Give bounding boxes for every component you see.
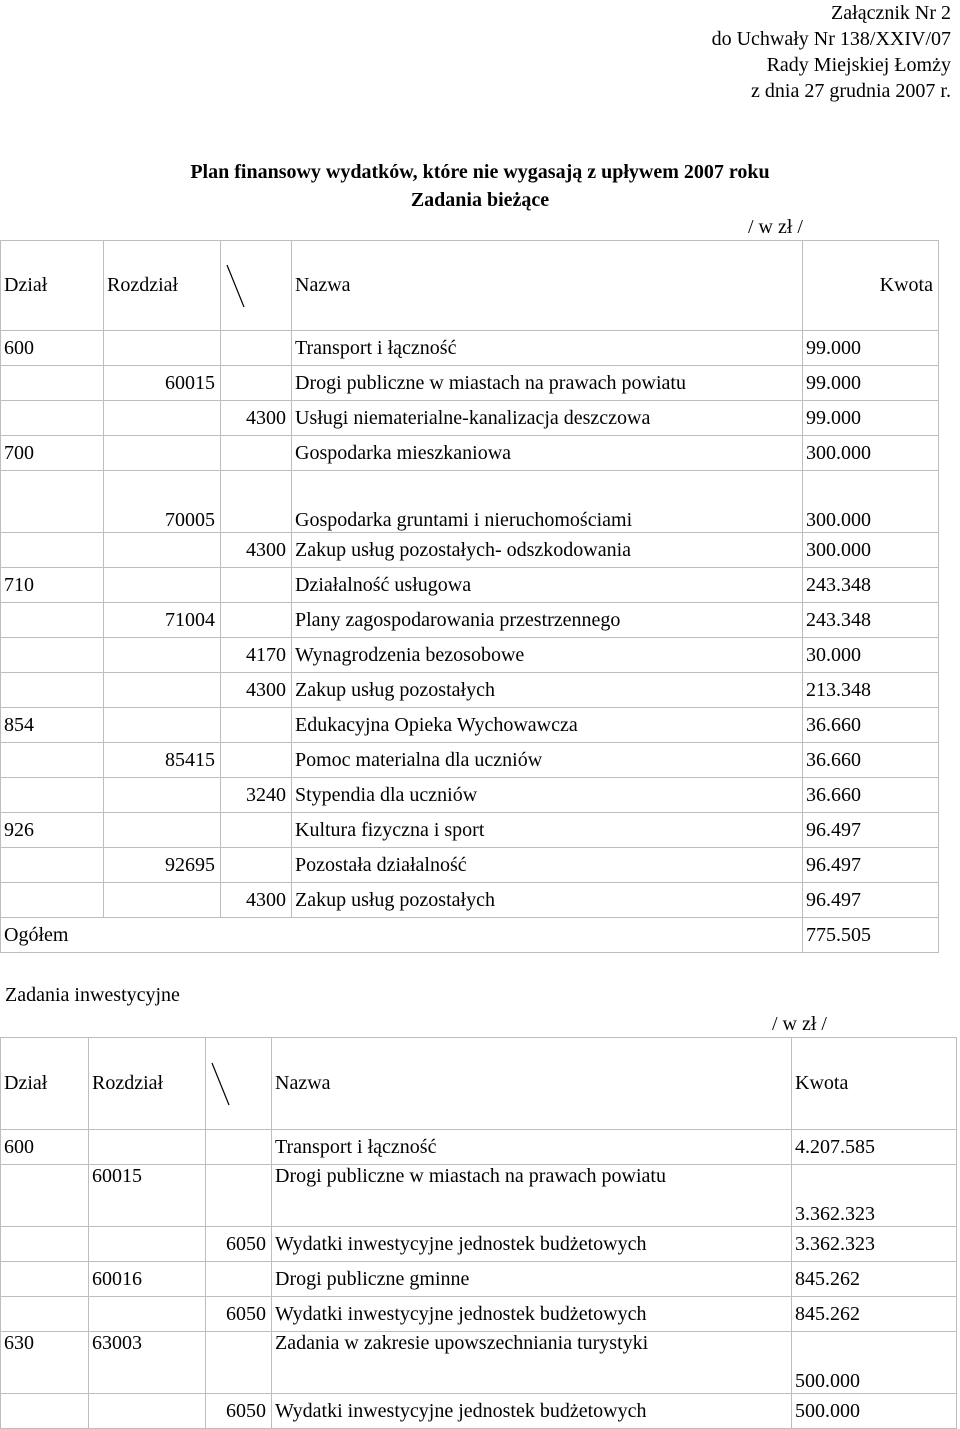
- cell-rozdzial: 60016: [89, 1262, 206, 1297]
- total-label: Ogółem: [1, 918, 803, 953]
- cell-rozdzial: [89, 1130, 206, 1165]
- cell-kwota: 500.000: [792, 1394, 957, 1429]
- cell-nazwa: Zadania w zakresie upowszechniania turystyki: [272, 1332, 792, 1394]
- cell-nazwa: Transport i łączność: [292, 331, 803, 366]
- attachment-line: z dnia 27 grudnia 2007 r.: [751, 80, 951, 102]
- cell-dzial: 600: [1, 331, 104, 366]
- table-header-row: [1, 1038, 957, 1130]
- cell-paragraf: 4300: [221, 883, 292, 918]
- attachment-line: Załącznik Nr 2: [831, 2, 951, 24]
- table-row: [1, 568, 939, 603]
- cell-dzial: [1, 778, 104, 813]
- table-row: [1, 471, 939, 533]
- table-row: [1, 1165, 957, 1227]
- header-nazwa: Nazwa: [272, 1038, 792, 1130]
- cell-kwota: 3.362.323: [792, 1165, 957, 1227]
- table-row: [1, 401, 939, 436]
- cell-paragraf: 4300: [221, 401, 292, 436]
- cell-rozdzial: 85415: [104, 743, 221, 778]
- table-row: [1, 366, 939, 401]
- cell-dzial: 630: [1, 1332, 89, 1394]
- cell-kwota: 4.207.585: [792, 1130, 957, 1165]
- cell-kwota: 36.660: [803, 778, 939, 813]
- document-title: Plan finansowy wydatków, które nie wygasają z upływem 2007 roku: [190, 161, 770, 183]
- table-row: [1, 743, 939, 778]
- current-expenses-table: [0, 240, 939, 953]
- cell-nazwa: Zakup usług pozostałych- odszkodowania: [292, 533, 803, 568]
- attachment-line: Rady Miejskiej Łomży: [766, 54, 951, 76]
- cell-nazwa: Działalność usługowa: [292, 568, 803, 603]
- cell-dzial: [1, 1165, 89, 1227]
- cell-paragraf: [206, 1165, 272, 1227]
- cell-paragraf: [206, 1262, 272, 1297]
- cell-dzial: [1, 673, 104, 708]
- table-row: [1, 848, 939, 883]
- header-rozdzial: Rozdział: [104, 241, 221, 331]
- cell-kwota: 96.497: [803, 813, 939, 848]
- table-row: [1, 883, 939, 918]
- cell-kwota: 845.262: [792, 1297, 957, 1332]
- cell-paragraf: 6050: [206, 1227, 272, 1262]
- cell-dzial: 710: [1, 568, 104, 603]
- cell-rozdzial: 63003: [89, 1332, 206, 1394]
- table-row: [1, 1297, 957, 1332]
- cell-kwota: 243.348: [803, 603, 939, 638]
- cell-paragraf: [221, 708, 292, 743]
- cell-rozdzial: [104, 708, 221, 743]
- cell-paragraf: 4300: [221, 533, 292, 568]
- cell-rozdzial: [104, 778, 221, 813]
- cell-dzial: 700: [1, 436, 104, 471]
- cell-rozdzial: [104, 568, 221, 603]
- cell-kwota: 96.497: [803, 883, 939, 918]
- cell-dzial: 854: [1, 708, 104, 743]
- cell-rozdzial: 60015: [89, 1165, 206, 1227]
- cell-paragraf: 4170: [221, 638, 292, 673]
- table-row: [1, 1227, 957, 1262]
- cell-kwota: 300.000: [803, 436, 939, 471]
- table-row: [1, 603, 939, 638]
- cell-paragraf: 4300: [221, 673, 292, 708]
- cell-dzial: [1, 366, 104, 401]
- cell-rozdzial: 70005: [104, 471, 221, 533]
- cell-kwota: 300.000: [803, 533, 939, 568]
- cell-dzial: [1, 603, 104, 638]
- cell-kwota: 36.660: [803, 743, 939, 778]
- table-row: [1, 813, 939, 848]
- cell-kwota: 36.660: [803, 708, 939, 743]
- cell-kwota: 500.000: [792, 1332, 957, 1394]
- table-row: [1, 708, 939, 743]
- cell-rozdzial: [104, 638, 221, 673]
- cell-kwota: 99.000: [803, 331, 939, 366]
- cell-nazwa: Drogi publiczne w miastach na prawach powiatu: [272, 1165, 792, 1227]
- cell-kwota: 96.497: [803, 848, 939, 883]
- cell-nazwa: Wydatki inwestycyjne jednostek budżetowych: [272, 1297, 792, 1332]
- header-rozdzial: Rozdział: [89, 1038, 206, 1130]
- cell-dzial: [1, 638, 104, 673]
- cell-rozdzial: 92695: [104, 848, 221, 883]
- cell-dzial: [1, 1394, 89, 1429]
- cell-paragraf: [221, 848, 292, 883]
- cell-dzial: [1, 743, 104, 778]
- cell-nazwa: Edukacyjna Opieka Wychowawcza: [292, 708, 803, 743]
- cell-nazwa: Gospodarka gruntami i nieruchomościami: [292, 471, 803, 533]
- slash-mark: [209, 1061, 233, 1107]
- cell-dzial: [1, 1227, 89, 1262]
- cell-paragraf: [221, 813, 292, 848]
- cell-kwota: 99.000: [803, 401, 939, 436]
- cell-dzial: [1, 471, 104, 533]
- header-kwota: Kwota: [792, 1038, 957, 1130]
- cell-nazwa: Drogi publiczne w miastach na prawach powiatu: [292, 366, 803, 401]
- cell-nazwa: Zakup usług pozostałych: [292, 673, 803, 708]
- cell-paragraf: [206, 1130, 272, 1165]
- section-title-current: Zadania bieżące: [410, 189, 550, 211]
- cell-nazwa: Transport i łączność: [272, 1130, 792, 1165]
- cell-paragraf: [221, 436, 292, 471]
- cell-dzial: 600: [1, 1130, 89, 1165]
- cell-paragraf: 3240: [221, 778, 292, 813]
- cell-dzial: 926: [1, 813, 104, 848]
- table-row: [1, 778, 939, 813]
- cell-rozdzial: [104, 533, 221, 568]
- table-row: [1, 533, 939, 568]
- cell-rozdzial: [89, 1297, 206, 1332]
- unit-label-investment: / w zł /: [772, 1013, 827, 1035]
- cell-paragraf: [221, 471, 292, 533]
- cell-kwota: 3.362.323: [792, 1227, 957, 1262]
- table-row: [1, 673, 939, 708]
- cell-rozdzial: [104, 331, 221, 366]
- cell-kwota: 243.348: [803, 568, 939, 603]
- cell-kwota: 845.262: [792, 1262, 957, 1297]
- table-row: [1, 436, 939, 471]
- cell-rozdzial: [104, 401, 221, 436]
- cell-paragraf: [221, 366, 292, 401]
- cell-rozdzial: [89, 1227, 206, 1262]
- cell-rozdzial: [89, 1394, 206, 1429]
- cell-kwota: 300.000: [803, 471, 939, 533]
- cell-nazwa: Zakup usług pozostałych: [292, 883, 803, 918]
- cell-nazwa: Stypendia dla uczniów: [292, 778, 803, 813]
- cell-nazwa: Kultura fizyczna i sport: [292, 813, 803, 848]
- cell-dzial: [1, 848, 104, 883]
- table-row: [1, 638, 939, 673]
- cell-kwota: 213.348: [803, 673, 939, 708]
- table-row: [1, 331, 939, 366]
- cell-nazwa: Drogi publiczne gminne: [272, 1262, 792, 1297]
- cell-nazwa: Wydatki inwestycyjne jednostek budżetowych: [272, 1227, 792, 1262]
- header-nazwa: Nazwa: [292, 241, 803, 331]
- total-amount: 775.505: [803, 918, 939, 953]
- cell-paragraf: 6050: [206, 1394, 272, 1429]
- cell-nazwa: Pomoc materialna dla uczniów: [292, 743, 803, 778]
- cell-nazwa: Wydatki inwestycyjne jednostek budżetowych: [272, 1394, 792, 1429]
- section-title-investment: Zadania inwestycyjne: [5, 984, 180, 1006]
- cell-dzial: [1, 1262, 89, 1297]
- cell-nazwa: Pozostała działalność: [292, 848, 803, 883]
- unit-label-current: / w zł /: [748, 216, 803, 238]
- cell-paragraf: [221, 603, 292, 638]
- cell-paragraf: 6050: [206, 1297, 272, 1332]
- cell-nazwa: Gospodarka mieszkaniowa: [292, 436, 803, 471]
- cell-dzial: [1, 883, 104, 918]
- attachment-line: do Uchwały Nr 138/XXIV/07: [711, 28, 951, 50]
- cell-rozdzial: [104, 813, 221, 848]
- table-row: [1, 1130, 957, 1165]
- cell-nazwa: Plany zagospodarowania przestrzennego: [292, 603, 803, 638]
- cell-kwota: 30.000: [803, 638, 939, 673]
- cell-paragraf: [206, 1332, 272, 1394]
- header-paragraf: [206, 1038, 272, 1130]
- slash-mark: [224, 263, 248, 309]
- total-row: [1, 918, 939, 953]
- table-header-row: [1, 241, 939, 331]
- cell-nazwa: Usługi niematerialne-kanalizacja deszczowa: [292, 401, 803, 436]
- cell-paragraf: [221, 331, 292, 366]
- cell-paragraf: [221, 743, 292, 778]
- cell-rozdzial: [104, 436, 221, 471]
- cell-rozdzial: 60015: [104, 366, 221, 401]
- table-row: [1, 1332, 957, 1394]
- cell-paragraf: [221, 568, 292, 603]
- attachment-note: [712, 0, 951, 104]
- cell-kwota: 99.000: [803, 366, 939, 401]
- header-dzial: Dział: [1, 241, 104, 331]
- cell-dzial: [1, 533, 104, 568]
- table-row: [1, 1394, 957, 1429]
- table-row: [1, 1262, 957, 1297]
- cell-rozdzial: [104, 673, 221, 708]
- cell-dzial: [1, 1297, 89, 1332]
- investment-expenses-table: [0, 1037, 957, 1429]
- cell-rozdzial: 71004: [104, 603, 221, 638]
- header-dzial: Dział: [1, 1038, 89, 1130]
- cell-rozdzial: [104, 883, 221, 918]
- header-paragraf: [221, 241, 292, 331]
- cell-nazwa: Wynagrodzenia bezosobowe: [292, 638, 803, 673]
- header-kwota: Kwota: [803, 241, 939, 331]
- cell-dzial: [1, 401, 104, 436]
